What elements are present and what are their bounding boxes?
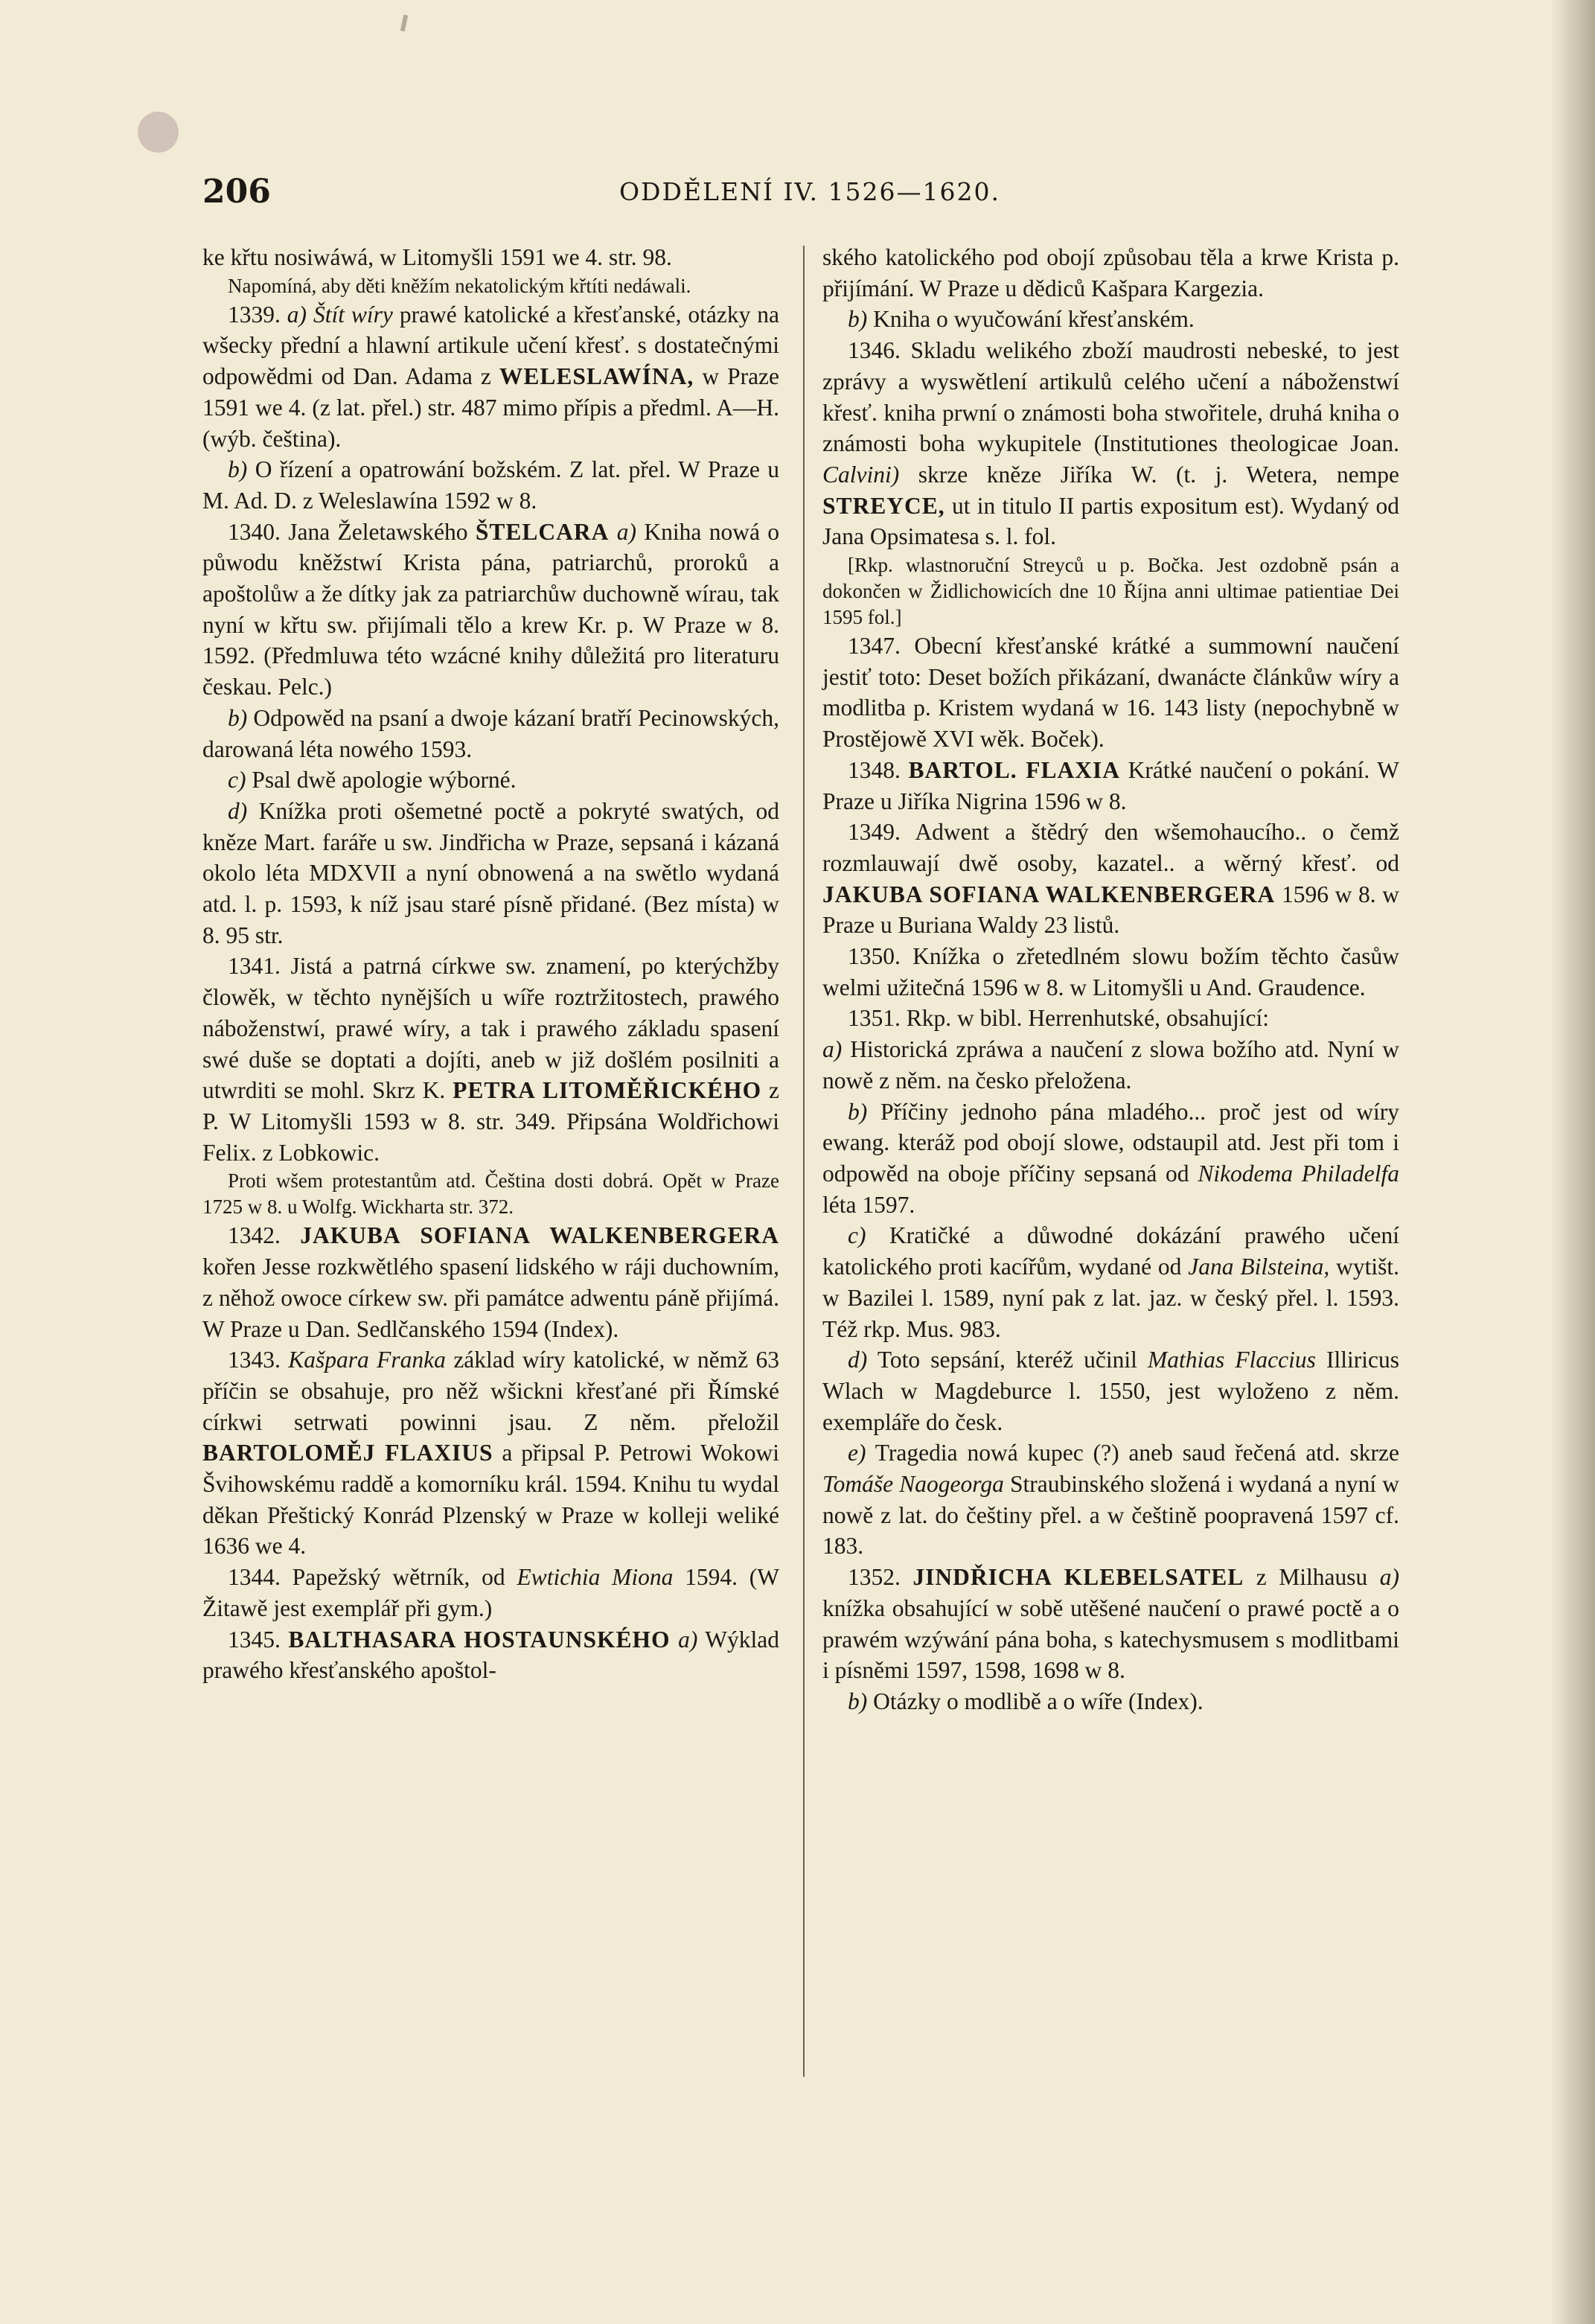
entry-1351-d: d) Toto sepsání, kteréž učinil Mathias Flaccius Illiricus Wlach w Magdeburce l. 1550, jest wyloženo z něm. exempláře do česk. [822,1347,1400,1435]
page-header [202,173,1408,217]
entry-1345-continuation: ského katolického pod obojí způsobau těla a krwe Krista p. přijímání. W Praze u dědiců Kašpara Kargezia. [822,244,1399,301]
entry-1340: 1340. Jana Želetawského ŠTELCARA a) Kniha nowá o půwodu kněžstwí Krista pána, patriarchů, proroků a apoštolůw a že dítky jak za patriarchůw duchowně wírau, tak nyní w křtu sw. přijímali tělo a krew Kr. p. W Praze w 8. 1592. (Předmluwa této wzácné knihy důležitá pro literaturu českau. Pelc.) [202,518,780,700]
note: Napomíná, aby děti kněžím nekatolickým křtíti nedáwali. [228,274,691,297]
entry-1346: 1346. Skladu welikého zboží maudrosti nebeské, to jest zprávy a wyswětlení artikulů celého učení a náboženstwí křesť. kniha prwní o známosti boha stwořitele, druhá kniha o známosti boha wykupitele (Institutiones theologicae Joan. Calvini) skrze kněze Jiříka W. (t. j. Wetera, nempe STREYCE, ut in titulo II partis expositum est). Wydaný od Jana Opsimatesa s. l. fol. [822,337,1400,550]
entry-1341: 1341. Jistá a patrná církwe sw. znamení, po kterýchžby člowěk, w těchto nynějších u wíře roztržitostech, prawého náboženstwí, prawé wíry, a tak i prawého základu spasení swé duše se doptati a dojíti, aneb w již došlém posilniti a utwrditi se mohl. Skrz K. PETRA LITOMĚŘICKÉHO z P. W Litomyšli 1593 w 8. str. 349. Připsána Woldřichowi Felix. z Lobkowic. [202,953,779,1166]
entry-1347: 1347. Obecní křesťanské krátké a summowní naučení jestiť toto: Deset božích přikázaní, dwanácte článkůw wíry a modlitba p. Kristem wydaná w 16. 143 listy (nepochybně w Prostějowě XVI wěk. Boček). [822,633,1399,753]
entry-1352-b: b) Otázky o modlibě a o wíře (Index). [848,1688,1204,1714]
entry-1339: 1339. a) Štít wíry prawé katolické a křesťanské, otázky na wšecky přední a hlawní artikule učení křesť. s dostatečnými odpowědmi od Dan. Adama z WELESLAWÍNA, w Praze 1591 we 4. (z lat. přel.) str. 487 mimo přípis a předml. A—H. (wýb. čeština). [202,301,780,452]
entry-1340-d: d) Knížka proti ošemetné poctě a pokryté swatých, od kněze Mart. faráře u sw. Jindřicha w Praze, sepsaná i kázaná okolo léta MDXVII a nyní obnowená a na swětlo wydaná atd. l. p. 1593, k níž jsau staré písně přidané. (Bez místa) w 8. 95 str. [202,797,779,948]
entry-1350: 1350. Knížka o zřetedlném slowu božím těchto časůw welmi užitečná 1596 w 8. w Litomyšli u And. Graudence. [822,943,1399,1000]
entry-1351-a: a) Historická zpráwa a naučení z slowa božího atd. Nyní w nowě z něm. na česko přeložena. [822,1036,1399,1094]
entry-1339-b: b) O řízení a opatrowání božském. Z lat. přel. W Praze u M. Ad. D. z Weleslawína 1592 w 8. [202,456,780,514]
entry-1342: 1342. JAKUBA SOFIANA WALKENBERGERA kořen Jesse rozkwětlého spasení lidského w ráji duchowním, z něhož owoce církew sw. při památce adwentu páně přijímá. W Praze u Dan. Sedlčanského 1594 (Index). [202,1222,779,1342]
entry-1340-c: c) Psal dwě apologie wýborné. [228,767,517,794]
entry-1343: 1343. Kašpara Franka základ wíry katolické, w němž 63 příčin se obsahuje, pro něž wšickni křesťané při Římské církwi setrwati powinni jsau. Z něm. přeložil BARTOLOMĚJ FLAXIUS a připsal P. Petrowi Wokowi Švihowskému raddě a komorníku král. 1594. Knihu tu wydal děkan Přeštický Konrád Plzenský w Praze w kolleji weliké 1636 we 4. [202,1347,780,1560]
entry-1340-b: b) Odpowěd na psaní a dwoje kázaní bratří Pecinowských, darowaná léta nowého 1593. [202,704,780,762]
page-number: 206 [202,173,271,211]
right-column [822,242,1399,1717]
entry-1351: 1351. Rkp. w bibl. Herrenhutské, obsahující: [848,1005,1270,1032]
entry-1351-c: c) Kratičké a důwodné dokázání prawého učení katolického proti kacířům, wydané od Jana Bilsteina, wytišt. w Bazilei l. 1589, nyní pak z lat. jaz. w český přel. l. 1593. Též rkp. Mus. 983. [822,1222,1399,1342]
entry-1352: 1352. JINDŘICHA KLEBELSATEL z Milhausu a) knížka obsahující w sobě utěšené naučení o prawé poctě a o prawém wzýwání pána boha, s katechysmusem s modlitbami i písněmi 1597, 1598, 1698 w 8. [822,1564,1400,1684]
note: [Rkp. wlastnoruční Streyců u p. Bočka. Jest ozdobně psán a dokončen w Židlichowicích dne 10 Října anni ultimae patientiae Dei 1595 fol.] [822,554,1399,629]
column-divider [803,246,805,2077]
entry-1345-b: b) Kniha o wyučowání křesťanském. [848,306,1195,333]
left-column [202,242,779,1686]
entry-1345: 1345. BALTHASARA HOSTAUNSKÉHO a) Wýklad prawého křesťanského apoštol- [202,1626,780,1684]
entry-1344: 1344. Papežský wětrník, od Ewtichia Miona 1594. (W Žitawě jest exemplář při gym.) [202,1564,780,1621]
entry-1351-b: b) Příčiny jednoho pána mladého... proč jest od wíry ewang. kteráž pod obojí slowe, odstaupil atd. Jest při tom i odpowěd na oboje příčiny sepsaná od Nikodema Philadelfa léta 1597. [822,1098,1400,1218]
ink-stain [138,112,179,153]
entry-1349: 1349. Adwent a štědrý den wšemohaucího.. o čemž rozmlauwají dwě osoby, kazatel.. a wěrný křesť. od JAKUBA SOFIANA WALKENBERGERA 1596 w 8. w Praze u Buriana Waldy 23 listů. [822,819,1399,939]
entry-1351-e: e) Tragedia nowá kupec (?) aneb saud řečená atd. skrze Tomáše Naogeorga Straubinského složená i wydaná a nyní w nowě z lat. do češtiny přel. a w češtině poopravená 1597 cf. 183. [822,1440,1399,1560]
ink-mark [400,15,408,32]
entry-1348: 1348. BARTOL. FLAXIA Krátké naučení o pokání. W Praze u Jiříka Nigrina 1596 w 8. [822,756,1400,814]
note: Proti wšem protestantům atd. Čeština dosti dobrá. Opět w Praze 1725 w 8. u Wolfg. Wickharta str. 372. [202,1169,779,1219]
page-edge-shadow [1550,0,1595,2324]
running-head: ODDĚLENÍ IV. 1526—1620. [619,177,1000,206]
entry-continuation: ke křtu nosiwáwá, w Litomyšli 1591 we 4. str. 98. [202,244,672,270]
